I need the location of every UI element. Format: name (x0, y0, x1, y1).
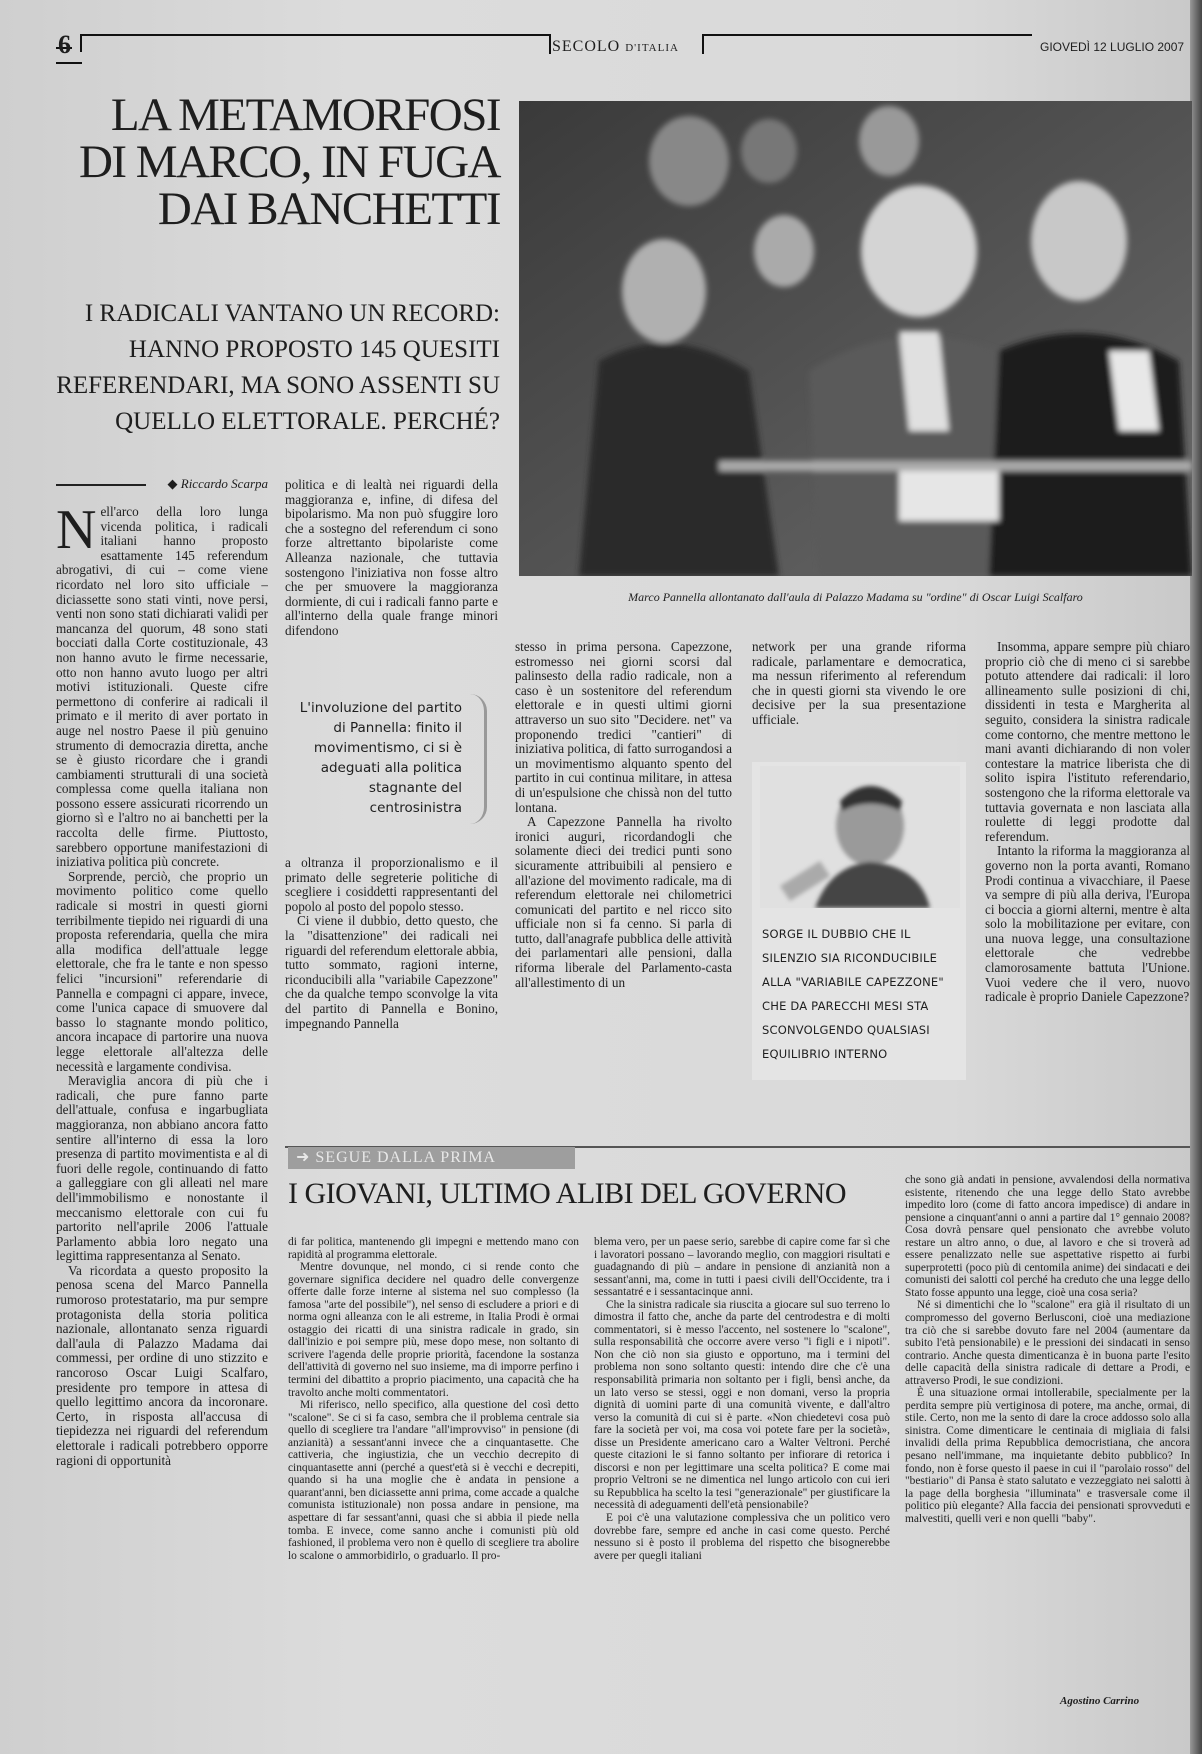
photo-crowd-image (519, 101, 1192, 576)
article-column-3 (515, 640, 732, 1080)
box-quote: SORGE IL DUBBIO CHE IL SILENZIO SIA RICONDUCIBILE ALLA "VARIABILE CAPEZZONE" CHE DA PARECCHI MESI STA SCONVOLGENDO QUALSIASI EQUILIBRIO INTERNO (762, 927, 944, 1061)
paragraph: Ci viene il dubbio, detto questo, che la "disattenzione" dei radicali nei riguardi del referendum elettorale abbia, tutto sommato, ragioni interne, riconducibili alla "variabile Capezzone" che da qualche tempo sconvolge la vita del partito di Pannella e Bonino, impegnando Pannella (285, 913, 498, 1031)
paragraph-text: ell'arco della loro lunga vicenda politica, i radicali italiani hanno proposto esattamente 145 referendum abrogativi, di cui – come viene ricordato nel loro sito ufficiale – diciassette sono stati vinti, nove persi, venti non sono stati dichiarati validi per mancanza del quorum, 48 sono stati bocciati dalla Corte costituzionale, 43 non hanno avuto le firme necessarie, otto non hanno avuto luogo per altri motivi istituzionali. Queste cifre permettono di conferire ai radicali il primato e il merito di aver portato in auge nel nostro Paese il più genuino strumento di democrazia diretta, anche se è giusto ricordare che i grandi cambiamenti strutturali di una società complessa come quella italiana non possono essere assicurati ricorrendo un giorno sì e l'altro no ai banchetti per la raccolta delle firme. Piuttosto, sarebbero opportune manifestazioni di iniziativa politica più concrete. (56, 505, 268, 870)
masthead (552, 38, 679, 56)
paragraph: Va ricordata a questo proposito la penosa scena del Marco Pannella rumoroso protestatario, ma pur sempre protagonista della storia politica nazionale, allontanato senza riguardi dall'aula di Palazzo Madama dai commessi, per ordine di uno stizzito e rancoroso Oscar Luigi Scalfaro, presidente pro tempore in attesa di quello legittimo ancora da incoronare. Certo, in risposta all'accusa di tiepidezza nei riguardi del referendum elettorale i radicali potrebbero opporre ragioni di opportunità (56, 1262, 268, 1468)
paragraph: che sono già andati in pensione, avvalendosi della normativa esistente, ritenendo che una legge dello Stato avrebbe impedito loro (come di fatto ancora impedisce) di andare in pensione a cinquant'anni o anni a partire dal 1° gennaio 2008? Cosa dovrà pensare quel pensionato che avrebbe voluto restare un altro anno, o due, al lavoro e che si troverà ad essere penalizzato nelle sue aspettative rispetto ai furbi superprotetti (poco più di centomila anime) dei sindacati e dei comunisti dei salotti col perché ha creduto che una legge dello Stato fosse appunto una legge, cioè una cosa seria? (905, 1174, 1190, 1299)
paragraph: blema vero, per un paese serio, sarebbe di capire come far sì che i lavoratori possano – lavorando meglio, con maggiori risultati e guadagnando di più – andare in pensione di anzianità non a sessant'anni, ma, come in tutti i paesi civili dell'Occidente, tra i sessantatré e i sessantacinque anni. (594, 1236, 890, 1299)
paragraph: network per una grande riforma radicale, parlamentare e democratica, ma nessun riferimento al referendum che in questi giorni sta vivendo le ore decisive per la sua presentazione ufficiale. (752, 640, 966, 727)
masthead-title: SECOLO (552, 38, 621, 55)
paragraph: Mi riferisco, nello specifico, alla questione del così detto "scalone". Se ci si fa caso, sembra che il problema centrale sia quello di scegliere tra l'andare "all'improvviso" in pensione (di anzianità) a sessant'anni invece che a cinquantasette. Che cattiveria, che ingiustizia, che un vecchio decrepito di cinquantasette anni (perché a quest'età si è vecchi e decrepiti, quando si ha una moglie che è andata in pensione a quarant'anni, ben diciassette anni prima, come accade a qualche comunista istituzionale) non possa andare in pensione, ma aspettare di far sessant'anni, quasi che si abbia il piede nella tomba. E invece, come sanno anche i comunisti più old fashioned, il problema vero non è quello di scegliere tra abolire lo scalone o ammorbidirlo, o graduarlo. Il pro- (288, 1399, 579, 1562)
header-rule (80, 34, 82, 52)
section-label-text: SEGUE DALLA PRIMA (315, 1149, 496, 1166)
author-signature: Agostino Carrino (1060, 1695, 1140, 1707)
paragraph: A Capezzone Pannella ha rivolto ironici auguri, ricordandogli che solamente dieci dei tredici punti sono sicuramente attribuibili al pensiero e all'azione del movimento radicale, ma di referendum elettorale nei chilometrici comunicati del partito e nel ricco sito ufficiale non si fa cenno. Si parla di tutto, dall'anagrafe pubblica delle attività dei parlamentari alle pensioni, dalla riforma liberale del Parlamento-casta all'allestimento di un (515, 814, 732, 990)
article-headline: LA METAMORFOSI DI MARCO, IN FUGA DAI BANCHETTI (78, 89, 500, 235)
header-rule (702, 34, 704, 54)
article-subhead: I RADICALI VANTANO UN RECORD: HANNO PROPOSTO 145 QUESITI REFERENDARI, MA SONO ASSENTI SU QUELLO ELETTORALE. PERCHÉ? (56, 300, 500, 435)
pull-quote-bracket (470, 694, 487, 824)
article2-column-2 (594, 1236, 890, 1712)
paragraph: Intanto la riforma la maggioranza al governo non la porta avanti, Romano Prodi continua a vivacchiare, il Paese va sempre di più alla deriva, l'Europa ci boccia a giorni alterni, mentre è alta solo la mobilitazione per evitare, con una nuova legge, una consultazione elettorale che vedrebbe clamorosamente battuta l'Unione. Vuoi vedere che il vero, nuovo radicale è proprio Daniele Capezzone? (985, 843, 1190, 1005)
paragraph (56, 505, 268, 870)
paragraph: di far politica, mantenendo gli impegni e mettendo mano con rapidità al programma elettorale. (288, 1236, 579, 1261)
bullet-diamond-icon: ◆ (167, 476, 181, 491)
drop-cap: N (56, 505, 97, 561)
arrow-icon: ➜ (296, 1149, 316, 1166)
paragraph: E poi c'è una valutazione complessiva che un politico vero dovrebbe fare, sempre ed anche in casi come questo. Perché nessuno si è posto il problema del rispetto che bisognerebbe avere per quegli italiani (594, 1512, 890, 1562)
article2-headline: I GIOVANI, ULTIMO ALIBI DEL GOVERNO (288, 1177, 847, 1210)
article-column-4 (752, 640, 966, 760)
header-rule (549, 34, 551, 54)
masthead-subtitle: D'ITALIA (625, 42, 679, 54)
article-column-2 (285, 478, 498, 668)
portrait-image (760, 766, 960, 908)
portrait-photo (760, 766, 960, 908)
news-photo (519, 101, 1192, 576)
paragraph: stesso in prima persona. Capezzone, estromesso nei giorni scorsi dal palinsesto della radio radicale, non a caso è un sostenitore del referendum elettorale e in questi ultimi giorni attraverso un suo sito "Decidere. net" va proponendo tredici "cantieri" di iniziativa politica, di fatto surrogandosi a un movimentismo alquanto spento del partito in cui continua militare, in attesa di un'espulsione che chissà non del tutto lontana. (515, 640, 732, 815)
paragraph: Insomma, appare sempre più chiaro proprio ciò che di meno ci si sarebbe potuto attendere dai radicali: il loro allineamento sulle posizioni di chi, dissidenti in testa e Margherita al seguito, considera la sinistra radicale come contorno, che mentre mettono le mani avanti dichiarando di non voler contestare la matrice liberista che di solito ispira l'istituto referendario, sostengono che la riforma elettorale va tuttavia governata e non lasciata alla roulette di leggi prodotte dal referendum. (985, 640, 1190, 844)
header-rule (80, 34, 550, 36)
article-column-1 (56, 505, 268, 1703)
paragraph: Meraviglia ancora di più che i radicali, che pure fanno parte dell'attuale, confusa e ingarbugliata maggioranza, non abbiano ancora fatto sentire all'interno di essa la loro presenza di partito movimentista e al di fuori delle regole, continuando di fatto a galleggiare con gli alleati nel mare dell'immobilismo e nonostante il meccanismo elettorale con cui fu partorito nell'aprile 2006 l'attuale Parlamento abbia loro negato una legittima rappresentanza al Senato. (56, 1073, 268, 1264)
article2-column-3 (905, 1174, 1190, 1692)
paragraph: Che la sinistra radicale sia riuscita a giocare sul suo terreno lo dimostra il fatto che, anche da parte del centrodestra e di molti commentatori, si è messo l'accento, nel sostenere lo "scalone", sulla responsabilità che occorre avere verso "i figli e i nipoti". Non che ciò non sia giusto e opportuno, ma i termini del problema non sono soltanto questi: intendo dire che c'è una responsabilità primaria non soltanto per i figli, bensì anche, da un lato verso se stessi, oggi e non domani, verso la propria dignità di uomini parte di una comunità vivente, e dall'altro verso la comunità di cui si è parte. «Non chiedetevi cosa può fare la società per voi, ma cosa voi potete fare per la società», disse un Presidente americano caro a Walter Veltroni. Perché queste citazioni le si fanno soltanto per infiorare di retorica i discorsi e non per legittimare una scelta politica? E come mai proprio Veltroni se ne dimentica nel lungo articolo con cui ieri su Repubblica ha scelto la tesi "generazionale" per giustificare la necessità di adeguamenti dell'età pensionabile? (594, 1298, 890, 1512)
paragraph: È una situazione ormai intollerabile, specialmente per la perdita sempre più vertiginosa di potere, ma anche, ormai, di stile. Certo, non me la sento di dare la croce addosso solo alla sinistra. Come dimenticare le centinaia di migliaia di falsi invalidi della prima Repubblica democristiana, che ancora pesano nell'immane, ma inquietante debito pubblico? In fondo, non è forse questo il paese in cui il "parolaio rosso" del "bestiario" di Pansa è stato salutato e vezzeggiato nei salotti à la page della borghesia "illuminata" e trasversale come il politico più elegante? Alla faccia dei pensionati sprovveduti e malvestiti, quelli veri e non quelli "baby". (905, 1387, 1190, 1525)
paragraph: Sorprende, perciò, che proprio un movimento politico come quello radicale si mostri in questi giorni terribilmente tiepido nei riguardi di una proposta referendaria, quella che mira alla modifica dell'attuale legge elettorale, che fra le tante e non spesso felici "incursioni" referendarie di Pannella e compagni ci appare, invece, come l'unica capace di smuovere dal basso lo stagnante mondo politico, ancora incapace di partorire una nuova legge elettorale all'altezza delle necessità e largamente condivisa. (56, 868, 268, 1074)
byline-author: Riccardo Scarpa (180, 476, 268, 491)
article2-column-1 (288, 1236, 579, 1712)
header-rule (702, 34, 1032, 36)
byline (56, 476, 268, 492)
paragraph: Né si dimentichi che lo "scalone" era già il risultato di un compromesso del governo Berlusconi, cioè una mediazione tra ciò che si sarebbe dovuto fare nel 2004 (aumentare da subito l'età pensionabile) e le pressioni dei sindacati in senso contrario. Anche questa dimenticanza è in buona parte l'esito delle capacità della sinistra radicale di dettare a Prodi, e attraverso Prodi, le sue condizioni. (905, 1299, 1190, 1387)
issue-date: GIOVEDÌ 12 LUGLIO 2007 (1040, 40, 1185, 54)
pull-quote: L'involuzione del partito di Pannella: finito il movimentismo, ci si è adeguati alla politica stagnante del centrosinistra (299, 700, 462, 816)
paragraph: politica e di lealtà nei riguardi della maggioranza e, infine, di difesa del bipolarismo. Ma non può sfuggire loro che a sostegno del referendum ci sono forze altrettanto bipolariste come Alleanza nazionale, che tuttavia sostengono l'iniziativa non fosse altro che per smuovere la maggioranza dormiente, di cui i radicali fanno parte e all'interno della quale frange minori difendono (285, 478, 498, 638)
paragraph: a oltranza il proporzionalismo e il primato delle segreterie politiche di scegliere i cosiddetti rappresentanti del popolo al posto del popolo stesso. (285, 856, 498, 914)
article-column-2-continued (285, 856, 498, 1080)
paragraph: Mentre dovunque, nel mondo, ci si rende conto che governare significa decidere nel quadro delle convergenze offerte dalle forze interne al sistema nel suo complesso (la famosa "arte del possibile"), nel senso di escludere a priori e di norma ogni alleanza con le ali estreme, in Italia Prodi è ormai ostaggio dei ricatti di una sinistra radicale in grado, sin dall'inizio e poi sempre più, mese dopo mese, non soltanto di scrivere l'agenda delle proprie priorità, facendone la sostanza dell'attività di governo nel suo insieme, ma di imporre perfino i termini del dibattito a proprio piacimento, una capacità che ha travolto anche molti commentatori. (288, 1261, 579, 1399)
article-column-5 (985, 640, 1190, 1080)
page-number: 6 (58, 30, 71, 59)
page-number-underline (56, 62, 82, 64)
section-label (288, 1147, 575, 1169)
photo-caption: Marco Pannella allontanato dall'aula di Palazzo Madama su "ordine" di Oscar Luigi Scalfaro (628, 590, 1083, 604)
